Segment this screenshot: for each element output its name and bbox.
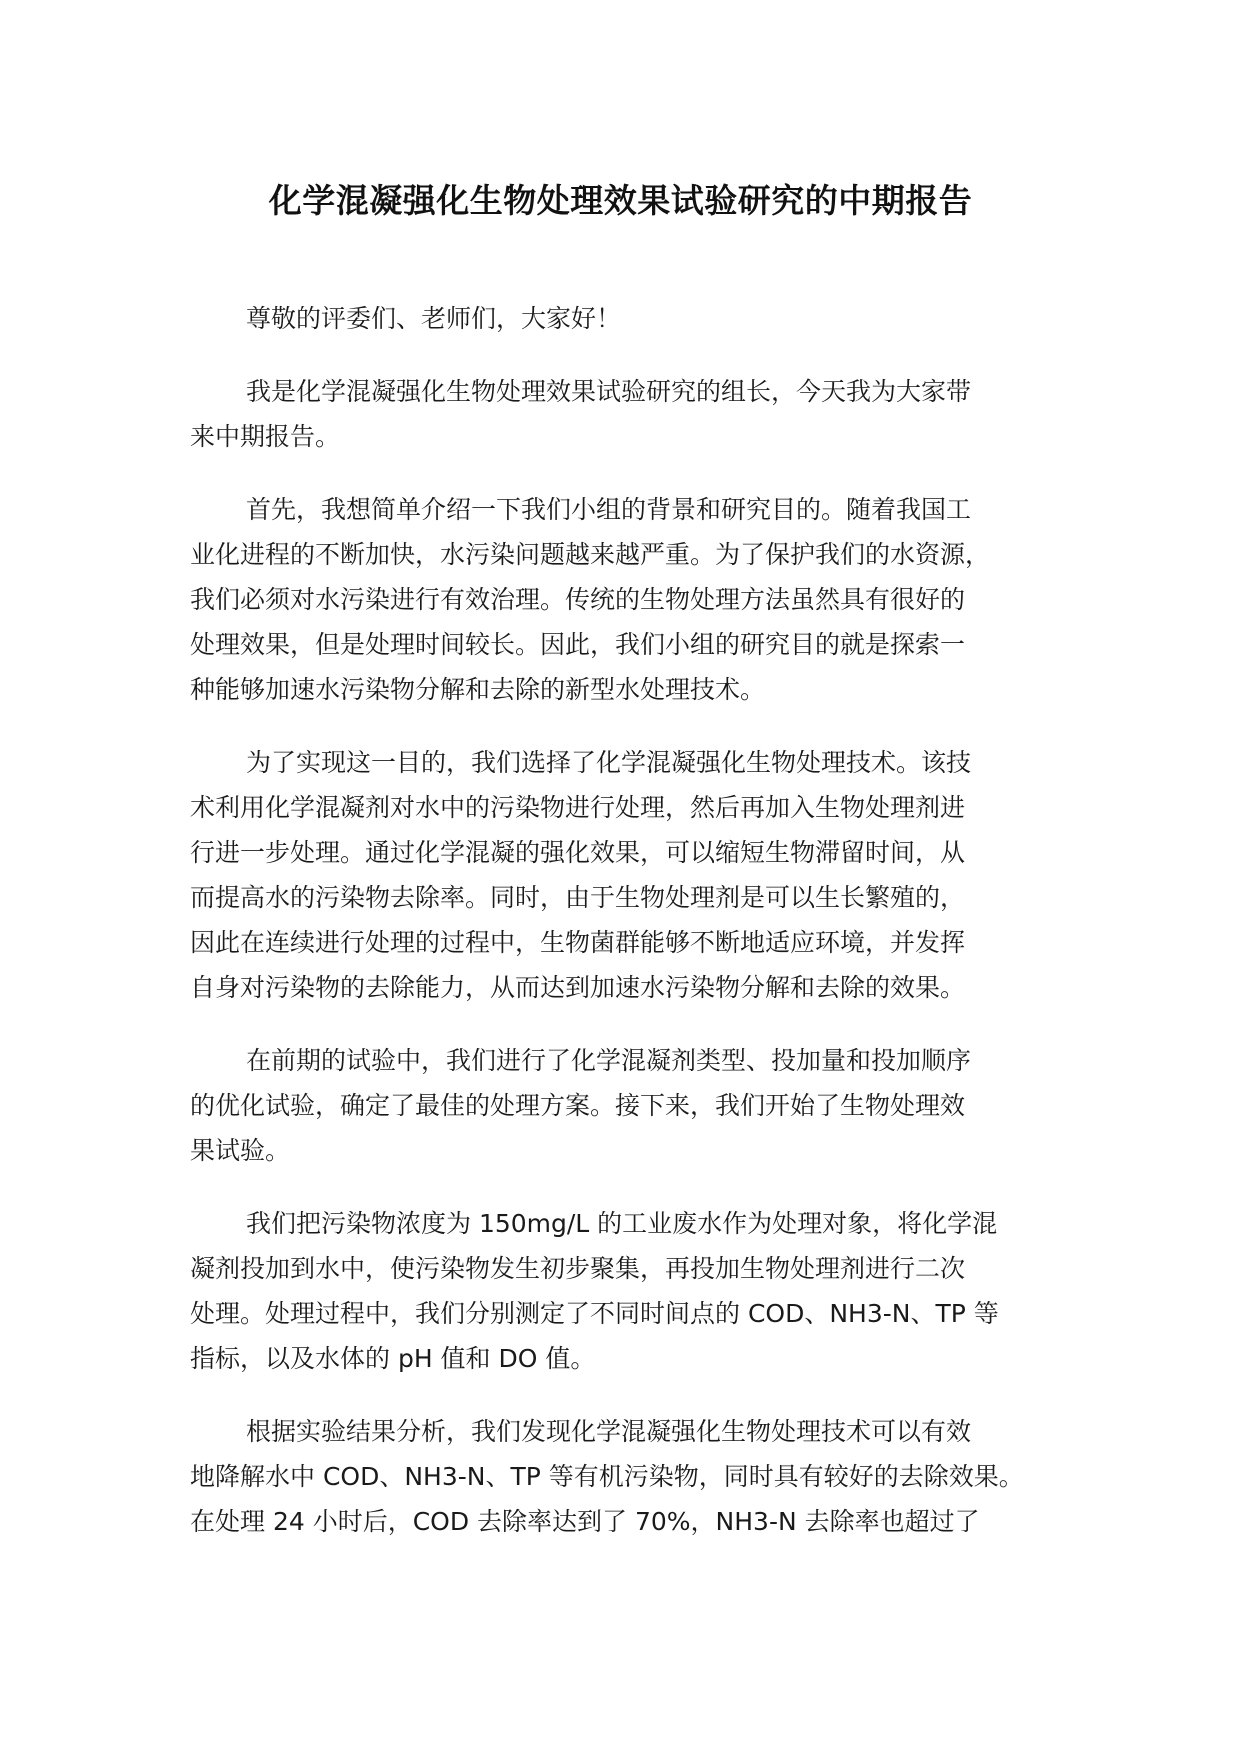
paragraph-line: 我是化学混凝强化生物处理效果试验研究的组长，今天我为大家带 xyxy=(246,377,972,406)
paragraph-line: 地降解水中 COD、NH3-N、TP 等有机污染物，同时具有较好的去除效果。 xyxy=(190,1462,1024,1491)
paragraph-introduction xyxy=(190,369,1080,459)
paragraph-line: 处理。处理过程中，我们分别测定了不同时间点的 COD、NH3-N、TP 等 xyxy=(190,1299,999,1328)
document-title: 化学混凝强化生物处理效果试验研究的中期报告 xyxy=(268,181,973,220)
paragraph-line: 而提高水的污染物去除率。同时，由于生物处理剂是可以生长繁殖的， xyxy=(190,883,966,912)
paragraph-line: 首先，我想简单介绍一下我们小组的背景和研究目的。随着我国工 xyxy=(246,495,972,524)
paragraph-results xyxy=(190,1409,1080,1544)
paragraph-line: 因此在连续进行处理的过程中，生物菌群能够不断地适应环境，并发挥 xyxy=(190,928,966,957)
paragraph-line: 根据实验结果分析，我们发现化学混凝强化生物处理技术可以有效 xyxy=(246,1417,972,1446)
paragraph-line: 来中期报告。 xyxy=(190,422,341,451)
paragraph-line: 在处理 24 小时后，COD 去除率达到了 70%，NH3-N 去除率也超过了 xyxy=(190,1507,980,1536)
paragraph-early-trials xyxy=(190,1038,1080,1173)
paragraph-procedure xyxy=(190,1201,1080,1381)
paragraph-line: 指标，以及水体的 pH 值和 DO 值。 xyxy=(190,1344,596,1373)
paragraph-line: 处理效果，但是处理时间较长。因此，我们小组的研究目的就是探索一 xyxy=(190,630,966,659)
paragraph-method xyxy=(190,740,1080,1010)
paragraph-line: 为了实现这一目的，我们选择了化学混凝强化生物处理技术。该技 xyxy=(246,748,972,777)
paragraph-line: 业化进程的不断加快，水污染问题越来越严重。为了保护我们的水资源， xyxy=(190,540,991,569)
paragraph-line: 我们把污染物浓度为 150mg/L 的工业废水作为处理对象，将化学混 xyxy=(246,1209,998,1238)
paragraph-line: 尊敬的评委们、老师们，大家好！ xyxy=(246,304,622,333)
paragraph-background xyxy=(190,487,1080,712)
paragraph-greeting xyxy=(190,296,1080,341)
paragraph-line: 在前期的试验中，我们进行了化学混凝剂类型、投加量和投加顺序 xyxy=(246,1046,972,1075)
paragraph-line: 果试验。 xyxy=(190,1136,291,1165)
paragraph-line: 的优化试验，确定了最佳的处理方案。接下来，我们开始了生物处理效 xyxy=(190,1091,966,1120)
paragraph-line: 种能够加速水污染物分解和去除的新型水处理技术。 xyxy=(190,675,766,704)
paragraph-line: 术利用化学混凝剂对水中的污染物进行处理，然后再加入生物处理剂进 xyxy=(190,793,966,822)
document-body xyxy=(190,296,1080,1572)
paragraph-line: 自身对污染物的去除能力，从而达到加速水污染物分解和去除的效果。 xyxy=(190,973,966,1002)
paragraph-line: 凝剂投加到水中，使污染物发生初步聚集，再投加生物处理剂进行二次 xyxy=(190,1254,966,1283)
paragraph-line: 我们必须对水污染进行有效治理。传统的生物处理方法虽然具有很好的 xyxy=(190,585,966,614)
paragraph-line: 行进一步处理。通过化学混凝的强化效果，可以缩短生物滞留时间，从 xyxy=(190,838,966,867)
